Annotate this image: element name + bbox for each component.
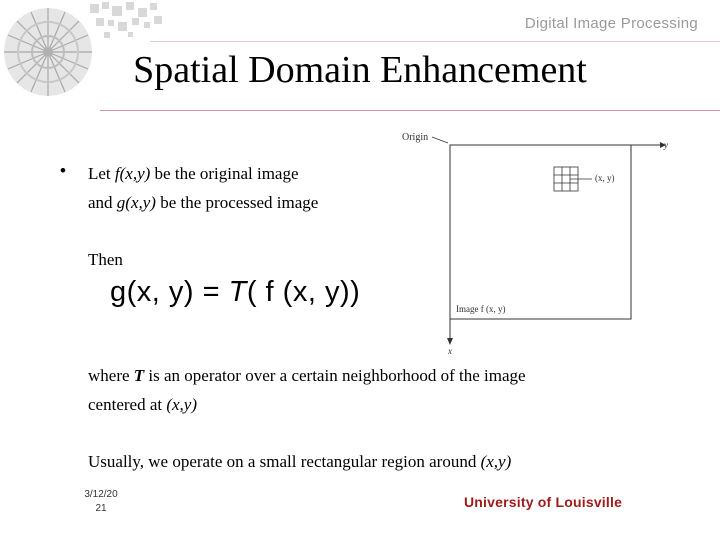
operator-T: T xyxy=(133,366,145,385)
usually-text xyxy=(88,447,511,476)
text-span: where xyxy=(88,366,134,385)
bullet-marker: • xyxy=(60,161,66,180)
image-label: Image f (x, y) xyxy=(456,304,506,314)
text-span: and xyxy=(88,193,117,212)
text-span: be the original image xyxy=(150,164,299,183)
where-line-1 xyxy=(88,361,526,390)
origin-label: Origin xyxy=(402,132,429,143)
course-title: Digital Image Processing xyxy=(524,15,698,32)
x-axis-arrow xyxy=(447,338,453,345)
text-span: centered at xyxy=(88,395,167,414)
text-span: is an operator over a certain neighborhood of the image xyxy=(144,366,526,385)
point-label: (x, y) xyxy=(595,173,615,183)
image-boundary xyxy=(450,145,631,319)
where-line-2 xyxy=(88,390,526,419)
var-f: f(x,y) xyxy=(114,164,151,183)
slide-number: 21 xyxy=(95,503,107,514)
transform-formula xyxy=(110,276,360,309)
formula-lhs: g(x, y) xyxy=(110,276,195,308)
definition-line-2 xyxy=(88,188,318,217)
then-text: Then xyxy=(88,250,123,269)
title-rule xyxy=(100,110,720,111)
var-xy: (x,y) xyxy=(480,452,512,471)
university-name: University of Louisville xyxy=(464,494,623,510)
var-g: g(x,y) xyxy=(116,193,156,212)
x-axis-label: x xyxy=(448,346,452,356)
text-span: Usually, we operate on a small rectangular region around xyxy=(88,452,481,471)
slide-date: 3/12/20 xyxy=(84,489,118,500)
var-xy: (x,y) xyxy=(166,395,198,414)
text-span: be the processed image xyxy=(155,193,319,212)
decorative-squares xyxy=(88,0,168,44)
formula-equals: = xyxy=(194,276,229,308)
header-rule xyxy=(150,41,720,42)
origin-pointer xyxy=(432,137,448,143)
slide-title: Spatial Domain Enhancement xyxy=(133,49,587,91)
formula-rhs: ( f (x, y)) xyxy=(246,276,361,308)
slide-date-number xyxy=(82,488,120,516)
definition-line-1 xyxy=(88,159,318,188)
definition-text xyxy=(88,159,318,217)
where-text xyxy=(88,361,526,419)
y-axis-label: y xyxy=(664,140,668,150)
text-span: Let xyxy=(88,164,115,183)
neighborhood-diagram xyxy=(398,128,678,358)
formula-operator: T xyxy=(228,276,247,308)
